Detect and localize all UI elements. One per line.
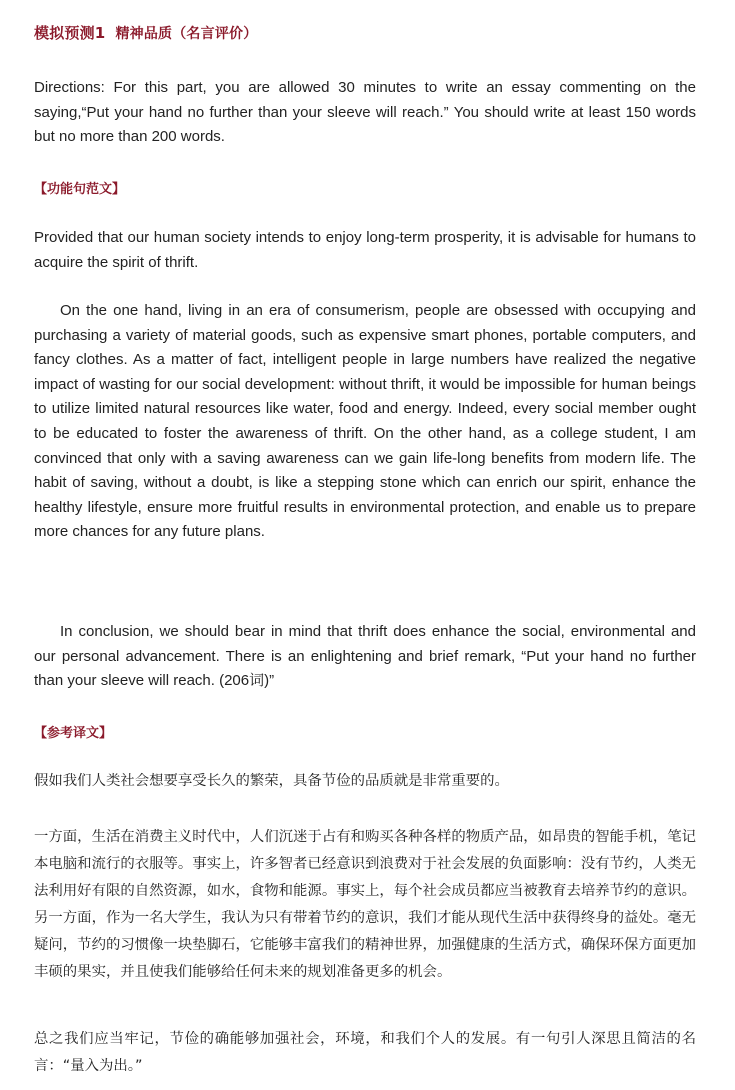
translation-heading: 【参考译文】: [34, 726, 113, 741]
directions-paragraph: Directions: For this part, you are allowed 30 minutes to write an essay commenting on the saying,“Put your hand no further than your sleeve will reach.” You should write at least 150 words but no more than 200 words.: [34, 79, 696, 146]
page-title: [34, 22, 257, 43]
translation-paragraph-1: 假如我们人类社会想要享受长久的繁荣，具备节俭的品质就是非常重要的。: [34, 773, 509, 789]
essay-paragraph-1: Provided that our human society intends to enjoy long-term prosperity, it is advisable for humans to acquire the spirit of thrift.: [34, 229, 696, 271]
model-essay-heading: 【功能句范文】: [34, 182, 126, 197]
essay-paragraph-3: In conclusion, we should bear in mind that thrift does enhance the social, environmental and our personal advancement. There is an enlightening and brief remark, “Put your hand no further than your sleeve will reach. (206词)”: [34, 623, 696, 690]
translation-paragraph-2: 一方面，生活在消费主义时代中，人们沉迷于占有和购买各种各样的物质产品，如昂贵的智能手机，笔记本电脑和流行的衣服等。事实上，许多智者已经意识到浪费对于社会发展的负面影响：没有节约，人类无法利用好有限的自然资源，如水，食物和能源。事实上，每个社会成员都应当被教育去培养节约的意识。另一方面，作为一名大学生，我认为只有带着节约的意识，我们才能从现代生活中获得终身的益处。毫无疑问，节约的习惯像一块垫脚石，它能够丰富我们的精神世界，加强健康的生活方式，确保环保方面更加丰硕的果实，并且使我们能够给任何未来的规划准备更多的机会。: [34, 829, 696, 980]
essay-paragraph-2: On the one hand, living in an era of consumerism, people are obsessed with occupying and purchasing a variety of material goods, such as expensive smart phones, portable computers, and fancy clothes. As a matter of fact, intelligent people in large numbers have realized the negative impact of wasting for our social development: without thrift, it would be impossible for human beings to utilize limited natural resources like water, food and energy. Indeed, every social member ought to be educated to foster the awareness of thrift. On the other hand, as a college student, I am convinced that only with a saving awareness can we gain life-long benefits from modern life. The habit of saving, without a doubt, is like a stepping stone which can enrich our spirit, enhance the healthy lifestyle, ensure more fruitful results in environmental protection, and enable us to prepare more chances for any future plans.: [34, 302, 696, 541]
title-subtitle: 精神品质（名言评价）: [115, 26, 258, 42]
translation-paragraph-3: 总之我们应当牢记，节俭的确能够加强社会，环境，和我们个人的发展。有一句引人深思且简洁的名言：“量入为出。”: [34, 1031, 696, 1074]
title-main: 模拟预测1: [34, 24, 106, 42]
